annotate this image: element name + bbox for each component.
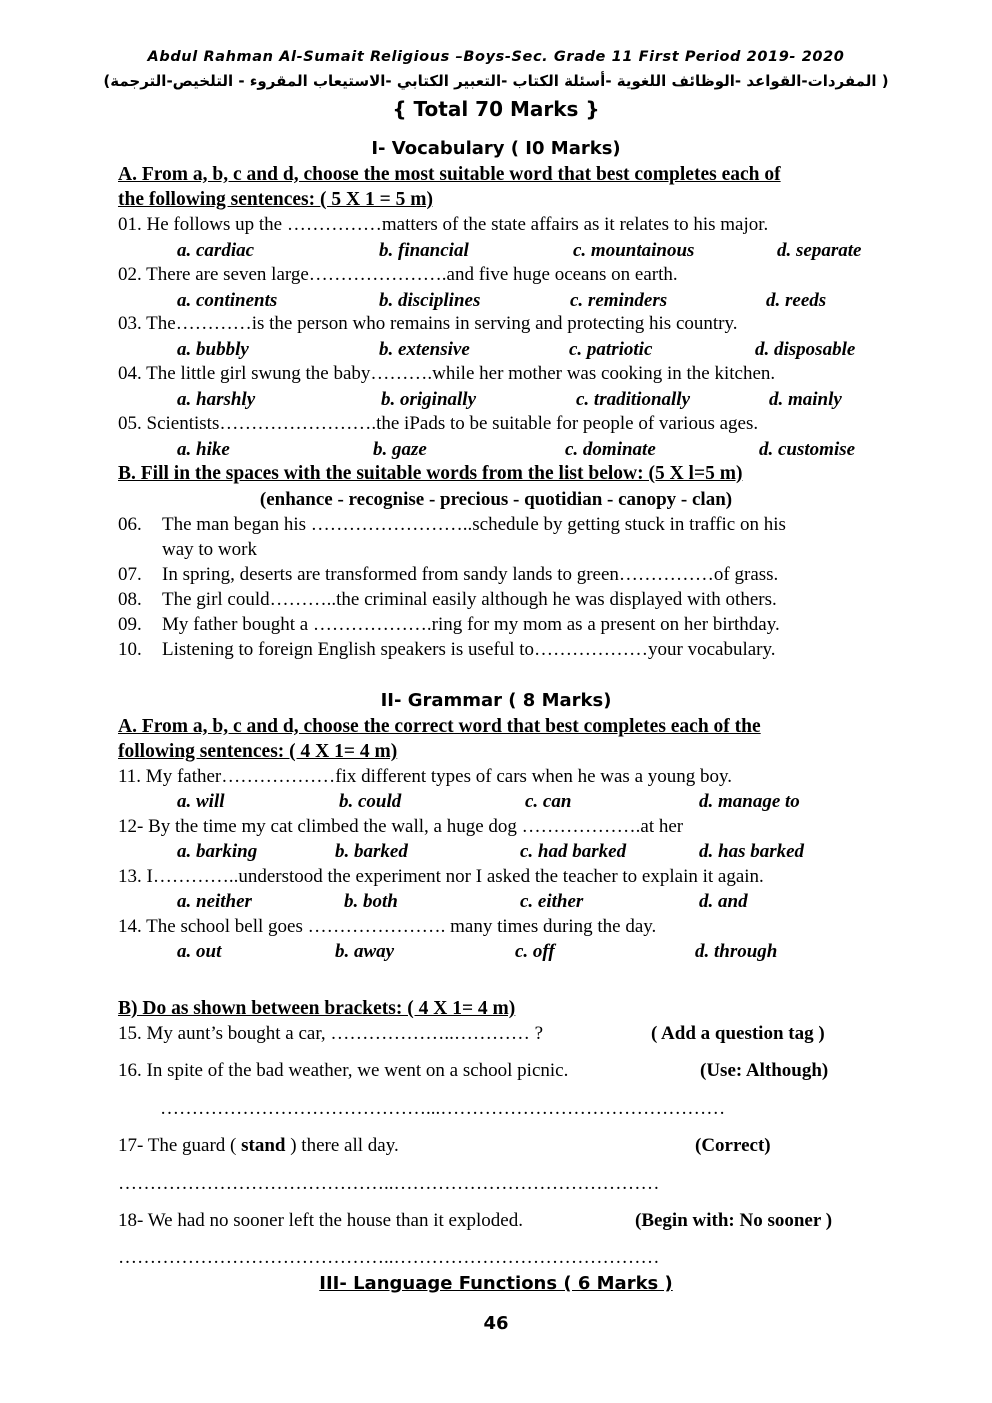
question-06 xyxy=(118,514,786,536)
option-a: a. out xyxy=(177,941,222,962)
option-b: b. originally xyxy=(381,389,477,410)
language-functions-title: III- Language Functions ( 6 Marks ) xyxy=(319,1273,673,1294)
grammar-partB-instructions: B) Do as shown between brackets: ( 4 X 1= 4 m) xyxy=(118,998,516,1019)
question-17-instruction: (Correct) xyxy=(695,1135,771,1156)
question-17 xyxy=(118,1135,399,1157)
option-a: a. hike xyxy=(177,439,230,460)
option-b: b. away xyxy=(335,941,395,962)
question-number: 09. xyxy=(118,614,142,635)
question-number: 06. xyxy=(118,514,142,535)
vocab-partA-instructions-1: A. From a, b, c and d, choose the most suitable word that best completes each of xyxy=(118,164,781,185)
option-c: c. mountainous xyxy=(573,240,695,261)
question-number: 08. xyxy=(118,589,142,610)
exam-header: Abdul Rahman Al-Sumait Religious –Boys-Sec. Grade 11 First Period 2019- 2020 xyxy=(147,49,845,65)
option-b: b. extensive xyxy=(379,339,470,360)
q17-pre: 17- The guard ( xyxy=(118,1135,242,1156)
option-b: b. could xyxy=(339,791,402,812)
question-05: 05. Scientists…………………….the iPads to be suitable for people of various ages. xyxy=(118,413,759,434)
question-15: 15. My aunt’s bought a car, ………………..………… ? xyxy=(118,1023,544,1044)
page-number: 46 xyxy=(483,1313,509,1334)
vocab-partA-instructions-2: the following sentences: ( 5 X 1 = 5 m) xyxy=(118,189,433,210)
question-14: 14. The school bell goes …………………. many times during the day. xyxy=(118,916,657,937)
option-b: b. disciplines xyxy=(379,290,481,311)
grammar-partA-instructions-2: following sentences: ( 4 X 1= 4 m) xyxy=(118,741,398,762)
option-b: b. financial xyxy=(379,240,469,261)
question-07 xyxy=(118,564,778,586)
q17-verb: stand xyxy=(241,1135,286,1156)
option-d: d. and xyxy=(699,891,748,912)
question-08 xyxy=(118,589,777,611)
total-marks: { Total 70 Marks } xyxy=(392,97,600,121)
question-15-instruction: ( Add a question tag ) xyxy=(651,1023,825,1044)
question-number: 10. xyxy=(118,639,142,660)
question-02: 02. There are seven large………………….and five huge oceans on earth. xyxy=(118,264,678,285)
question-04: 04. The little girl swung the baby……….while her mother was cooking in the kitchen. xyxy=(118,363,776,384)
option-d: d. manage to xyxy=(699,791,800,812)
option-d: d. through xyxy=(695,941,778,962)
option-a: a. barking xyxy=(177,841,258,862)
option-c: c. either xyxy=(520,891,584,912)
option-c: c. traditionally xyxy=(576,389,690,410)
option-c: c. off xyxy=(515,941,555,962)
option-c: c. had barked xyxy=(520,841,627,862)
question-text: My father bought a ……………….ring for my mom as a present on her birthday. xyxy=(162,614,780,635)
word-list: (enhance - recognise - precious - quotidian - canopy - clan) xyxy=(259,489,733,510)
topics-arabic: ( المفردات-القواعد -الوظائف اللغوية -أسئلة الكتاب -التعبير الكتابي -الاستيعاب المقروء - التلخيص-الترجمة) xyxy=(103,72,889,90)
option-b: b. barked xyxy=(335,841,408,862)
question-16: 16. In spite of the bad weather, we went on a school picnic. xyxy=(118,1060,569,1081)
question-09 xyxy=(118,614,780,636)
grammar-partA-instructions-1: A. From a, b, c and d, choose the correct word that best completes each of the xyxy=(118,716,761,737)
question-01: 01. He follows up the ……………matters of the state affairs as it relates to his major. xyxy=(118,214,769,235)
option-b: b. both xyxy=(344,891,398,912)
question-text: In spring, deserts are transformed from sandy lands to green……………of grass. xyxy=(162,564,779,585)
question-13: 13. I…………..understood the experiment nor I asked the teacher to explain it again. xyxy=(118,866,764,887)
option-d: d. reeds xyxy=(766,290,827,311)
option-a: a. continents xyxy=(177,290,278,311)
option-d: d. has barked xyxy=(699,841,805,862)
grammar-title: II- Grammar ( 8 Marks) xyxy=(380,690,612,711)
vocab-partB-instructions: B. Fill in the spaces with the suitable words from the list below: (5 X l=5 m) xyxy=(118,463,743,484)
option-d: d. mainly xyxy=(769,389,842,410)
question-text: Listening to foreign English speakers is useful to………………your vocabulary. xyxy=(162,639,776,660)
vocabulary-title: I- Vocabulary ( I0 Marks) xyxy=(371,138,621,159)
option-b: b. gaze xyxy=(373,439,427,460)
question-text: The girl could………..the criminal easily although he was displayed with others. xyxy=(162,589,777,610)
option-d: d. customise xyxy=(759,439,856,460)
question-18: 18- We had no sooner left the house than it exploded. xyxy=(118,1210,523,1231)
question-text: The man began his ……………………..schedule by getting stuck in traffic on his xyxy=(162,514,786,535)
answer-line-17[interactable]: ……………………………………..…………………………………… xyxy=(118,1173,660,1194)
option-a: a. cardiac xyxy=(177,240,255,261)
question-18-instruction: (Begin with: No sooner ) xyxy=(635,1210,833,1231)
option-d: d. disposable xyxy=(755,339,856,360)
option-a: a. bubbly xyxy=(177,339,249,360)
question-number: 07. xyxy=(118,564,142,585)
option-c: c. can xyxy=(525,791,572,812)
question-16-instruction: (Use: Although) xyxy=(700,1060,829,1081)
question-12: 12- By the time my cat climbed the wall, a huge dog ……………….at her xyxy=(118,816,684,837)
option-d: d. separate xyxy=(777,240,862,261)
option-c: c. dominate xyxy=(565,439,656,460)
option-c: c. patriotic xyxy=(569,339,653,360)
option-c: c. reminders xyxy=(570,290,668,311)
answer-line-18[interactable]: ……………………………………..…………………………………… xyxy=(118,1247,660,1268)
question-10 xyxy=(118,639,776,661)
answer-line-16[interactable]: ……………………………………...……………………………………… xyxy=(160,1098,726,1119)
option-a: a. will xyxy=(177,791,225,812)
option-a: a. neither xyxy=(177,891,252,912)
option-a: a. harshly xyxy=(177,389,256,410)
question-11: 11. My father………………fix different types of cars when he was a young boy. xyxy=(118,766,733,787)
question-03: 03. The…………is the person who remains in serving and protecting his country. xyxy=(118,313,738,334)
question-06-continuation: way to work xyxy=(162,539,257,560)
q17-post: ) there all day. xyxy=(285,1135,399,1156)
